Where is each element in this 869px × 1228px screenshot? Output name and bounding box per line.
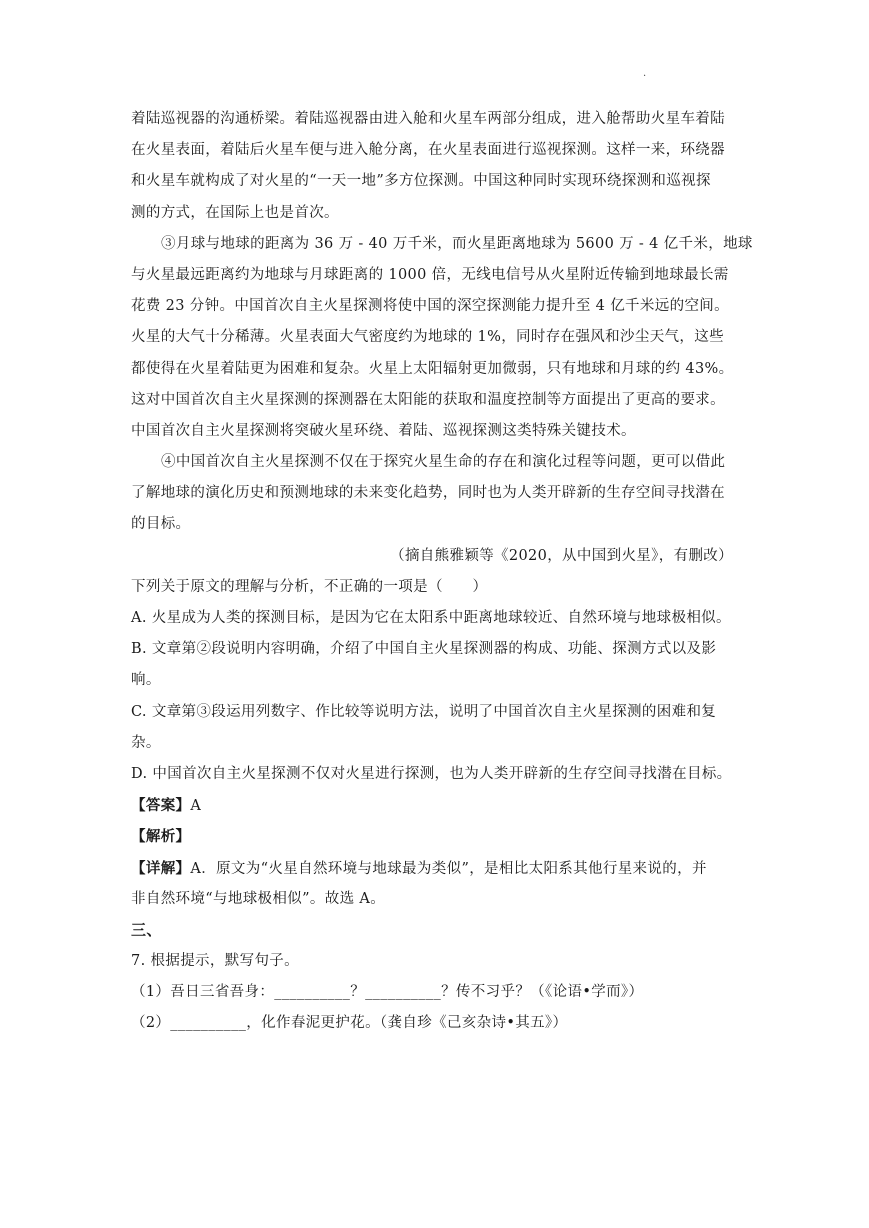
q7-item-1: （1）吾日三省吾身：__________？__________？传不习乎？（《论语•学而》） (131, 984, 644, 1001)
passage-line: 的目标。 (131, 516, 191, 533)
answer-value: A (190, 798, 202, 815)
detail-line-cont: 非自然环境“与地球极相似”。故选 A。 (131, 890, 386, 907)
passage-line: 花费 23 分钟。中国首次自主火星探测将使中国的深空探测能力提升至 4 亿千米远的空间。 (131, 298, 730, 315)
passage-line: 与火星最远距离约为地球与月球距离的 1000 倍，无线电信号从火星附近传输到地球最长需 (131, 266, 729, 283)
passage-line: 在火星表面，着陆后火星车便与进入舱分离，在火星表面进行巡视探测。这样一来，环绕器 (131, 142, 725, 159)
option-c: C. 文章第③段运用列数字、作比较等说明方法，说明了中国首次自主火星探测的困难和复 (131, 703, 717, 720)
passage-line: 都使得在火星着陆更为困难和复杂。火星上太阳辐射更加微弱，只有地球和月球的约 43%。 (131, 360, 734, 377)
option-a: A. 火星成为人类的探测目标，是因为它在太阳系中距离地球较近、自然环境与地球极相似。 (131, 610, 731, 626)
passage-line: 这对中国首次自主火星探测的探测器在太阳能的获取和温度控制等方面提出了更高的要求。 (131, 391, 725, 408)
analysis-label: 【解析】 (131, 828, 191, 846)
detail-label: 【详解】 (131, 859, 191, 877)
passage-line: ③月球与地球的距离为 36 万 - 40 万千米，而火星距离地球为 5600 万 - 4 亿千米，地球 (161, 235, 753, 252)
passage-line: ④中国首次自主火星探测不仅在于探究火星生命的存在和演化过程等问题，更可以借此 (161, 454, 726, 471)
passage-line: 火星的大气十分稀薄。火星表面大气密度约为地球的 1%，同时存在强风和沙尘天气，这些 (131, 329, 724, 346)
answer-label: 【答案】 (131, 797, 191, 815)
option-b-cont: 响。 (131, 672, 161, 689)
question-stem: 下列关于原文的理解与分析，不正确的一项是（ ） (131, 578, 488, 595)
header-dot: . (643, 68, 647, 79)
detail-text: A．原文为“火星自然环境与地球最为类似”，是相比太阳系其他行星来说的，并 (190, 860, 707, 877)
option-d: D. 中国首次自主火星探测不仅对火星进行探测，也为人类开辟新的生存空间寻找潜在目标。 (131, 765, 732, 782)
section-heading: 三、 (131, 920, 162, 939)
passage-line: 了解地球的演化历史和预测地球的未来变化趋势，同时也为人类开辟新的生存空间寻找潜在 (131, 485, 725, 502)
answer-line (131, 790, 743, 821)
source-citation: （摘自熊雅颖等《2020，从中国到火星》，有删改） (390, 547, 733, 564)
passage-line: 和火星车就构成了对火星的“一天一地”多方位探测。中国这种同时实现环绕探测和巡视探 (131, 173, 711, 190)
q7-stem: 7. 根据提示，默写句子。 (131, 953, 299, 970)
passage-line: 中国首次自主火星探测将突破火星环绕、着陆、巡视探测这类特殊关键技术。 (131, 422, 636, 439)
q7-item-2: （2）__________，化作春泥更护花。（龚自珍《己亥杂诗•其五》） (131, 1015, 568, 1032)
option-b: B. 文章第②段说明内容明确，介绍了中国自主火星探测器的构成、功能、探测方式以及影 (131, 641, 717, 658)
document-body (131, 104, 753, 1040)
passage-line: 测的方式，在国际上也是首次。 (131, 204, 339, 221)
passage-line: 着陆巡视器的沟通桥梁。着陆巡视器由进入舱和火星车两部分组成，进入舱帮助火星车着陆 (131, 111, 725, 127)
detail-line (131, 853, 743, 884)
option-c-cont: 杂。 (131, 734, 161, 751)
